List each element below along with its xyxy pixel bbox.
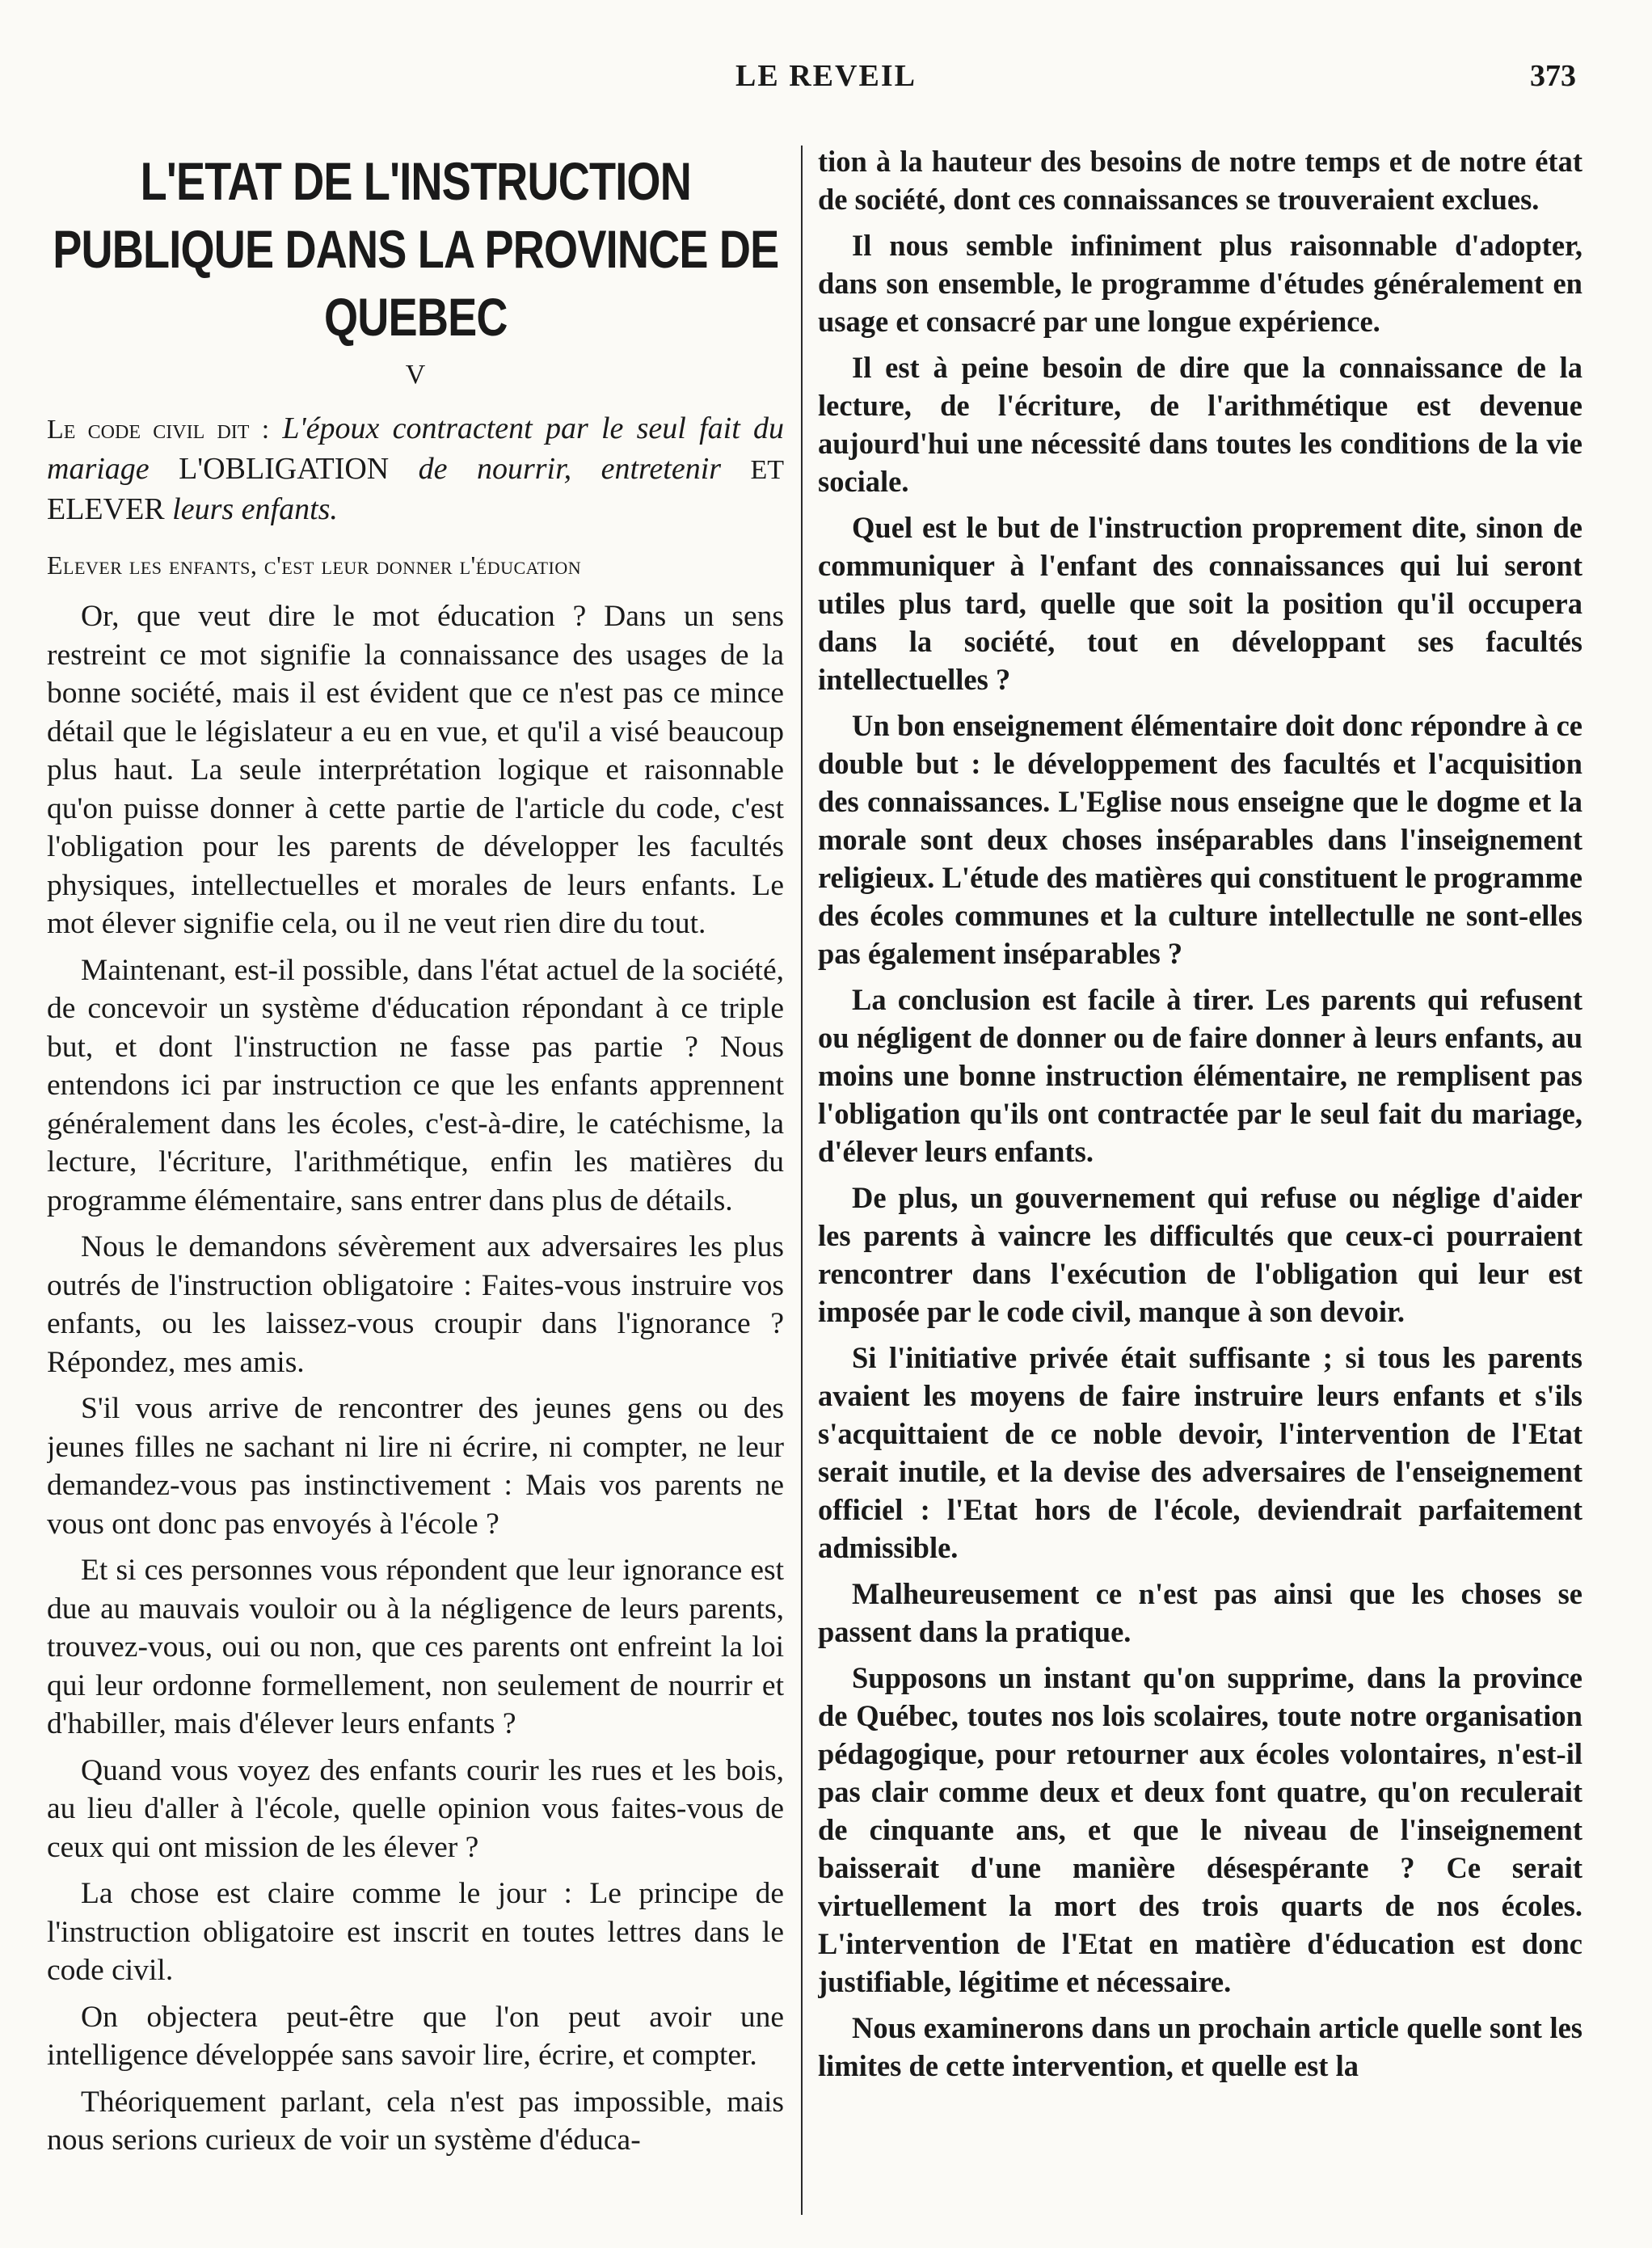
paragraph: Quel est le but de l'instruction proprement dite, sinon de communiquer à l'enfant des connaissances qui lui seront utiles plus tard, quelle que soit la position qu'il occupera dans la société, tout en développant ses facultés intellectuelles ? [818, 511, 1582, 696]
paragraph: Maintenant, est-il possible, dans l'état actuel de la société, de concevoir un système d'éducation répondant à ce triple but, et dont l'instruction ne fasse pas partie ? Nous entendons ici par instruction ce que les enfants apprennent généralement dans les écoles, c'est-à-dire, le catéchisme, la lecture, l'écriture, l'arithmétique, enfin les matières du programme élémentaire, sans entrer dans plus de détails. [47, 953, 784, 1217]
right-column [818, 142, 1582, 2228]
paragraph: Or, que veut dire le mot éducation ? Dans un sens restreint ce mot signifie la connaissance des usages de la bonne société, mais il est évident que ce n'est pas ce mince détail que le législateur a eu en vue, et qu'il a visé beaucoup plus haut. La seule interprétation logique et raisonnable qu'on puisse donner à cette partie de l'article du code, c'est l'obligation pour les parents de développer les facultés physiques, intellectuelles et morales de leurs enfants. Le mot élever signifie cela, ou il ne veut rien dire du tout. [47, 600, 784, 940]
section-subheading: Elever les enfants, c'est leur donner l'éducation [47, 550, 582, 580]
paragraph: Et si ces personnes vous répondent que leur ignorance est due au mauvais vouloir ou à la négligence de leurs parents, trouvez-vous, oui ou non, que ces parents ont enfreint la loi qui leur ordonne formellement, non seulement de nourrir et d'habiller, mais d'élever leurs enfants ? [47, 1554, 784, 1740]
legal-lead: Le code civil dit : [47, 414, 270, 445]
paragraph: Nous le demandons sévèrement aux adversaires les plus outrés de l'instruction obligatoire : Faites-vous instruire vos enfants, ou les laissez-vous croupir dans l'ignorance ? Répondez, mes amis. [47, 1230, 784, 1379]
legal-text-3: leurs enfants. [172, 491, 338, 526]
paragraph: Théoriquement parlant, cela n'est pas impossible, mais nous serions curieux de voir un système d'éduca- [47, 2085, 784, 2157]
left-column [47, 142, 784, 2228]
legal-and: ET [750, 454, 784, 485]
paragraph: La conclusion est facile à tirer. Les parents qui refusent ou négligent de donner ou de faire donner à leurs enfants, au moins une bonne instruction élémentaire, ne remplisent pas l'obligation qu'ils ont contractée par le seul fait du mariage, d'élever leurs enfants. [818, 983, 1582, 1168]
legal-caps-1: L'OBLIGATION [179, 451, 390, 486]
legal-text-1: L'époux contractent par le seul fait du mariage [47, 411, 784, 486]
paragraph-continuation: tion à la hauteur des besoins de notre temps et de notre état de société, dont ces connaissances se trouveraient exclues. [818, 145, 1582, 216]
paragraph: Il est à peine besoin de dire que la connaissance de la lecture, de l'écriture, de l'arithmétique est devenue aujourd'hui une nécessité dans toutes les conditions de la vie sociale. [818, 351, 1582, 498]
running-title: LE REVEIL [735, 59, 917, 93]
paragraph: Malheureusement ce n'est pas ainsi que les choses se passent dans la pratique. [818, 1577, 1582, 1648]
column-divider [801, 146, 803, 2215]
page-number: 373 [1530, 59, 1576, 93]
paragraph: La chose est claire comme le jour : Le principe de l'instruction obligatoire est inscrit en toutes lettres dans le code civil. [47, 1877, 784, 1987]
paragraph: Un bon enseignement élémentaire doit donc répondre à ce double but : le développement des facultés et l'acquisition des connaissances. L'Eglise nous enseigne que le dogme et la morale sont deux choses inséparables dans l'inseignement religieux. L'étude des matières qui constituent le programme des écoles communes et la culture intellectulle ne sont-elles pas également inséparables ? [818, 709, 1582, 970]
page-header [0, 58, 1652, 107]
paragraph: Quand vous voyez des enfants courir les rues et les bois, au lieu d'aller à l'école, quelle opinion vous faites-vous de ceux qui ont mission de les élever ? [47, 1753, 784, 1864]
paragraph: S'il vous arrive de rencontrer des jeunes gens ou des jeunes filles ne sachant ni lire ni écrire, ni compter, ne leur demandez-vous pas instinctivement : Mais vos parents ne vous ont donc pas envoyés à l'école ? [47, 1392, 784, 1541]
paragraph: Si l'initiative privée était suffisante ; si tous les parents avaient les moyens de faire instruire leurs enfants et s'ils s'acquittaient de ce noble devoir, l'intervention de l'Etat serait inutile, et la devise des adversaires de l'enseignement officiel : l'Etat hors de l'école, deviendrait parfaitement admissible. [818, 1341, 1582, 1564]
paragraph: Supposons un instant qu'on supprime, dans la province de Québec, toutes nos lois scolaires, toute notre organisation pédagogique, pour retourner aux écoles volontaires, n'est-il pas clair comme deux et deux font quatre, qu'on reculerait de cinquante ans, et que le niveau de l'inseignement baisserait d'une manière désespérante ? Ce serait virtuellement la mort des trois quarts de nos écoles. L'intervention de l'Etat en matière d'éducation est donc justifiable, légitime et nécessaire. [818, 1661, 1582, 1998]
article-title: L'ETAT DE L'INSTRUCTION PUBLIQUE DANS LA PROVINCE DE QUEBEC [52, 151, 779, 347]
paragraph: On objectera peut-être que l'on peut avoir une intelligence développée sans savoir lire, écrire, et compter. [47, 2000, 784, 2072]
legal-text-2: de nourrir, entretenir [418, 451, 722, 486]
section-number: V [405, 360, 426, 390]
legal-caps-2: ELEVER [47, 491, 165, 526]
legal-quote [47, 409, 784, 529]
paragraph: Il nous semble infiniment plus raisonnable d'adopter, dans son ensemble, le programme d'études généralement en usage et consacré par une longue expérience. [818, 229, 1582, 338]
paragraph: Nous examinerons dans un prochain article quelle sont les limites de cette intervention, et quelle est la [818, 2011, 1582, 2082]
paragraph: De plus, un gouvernement qui refuse ou néglige d'aider les parents à vaincre les difficultés que ceux-ci pourraient rencontrer dans l'exécution de l'obligation qui leur est imposée par le code civil, manque à son devoir. [818, 1181, 1582, 1328]
